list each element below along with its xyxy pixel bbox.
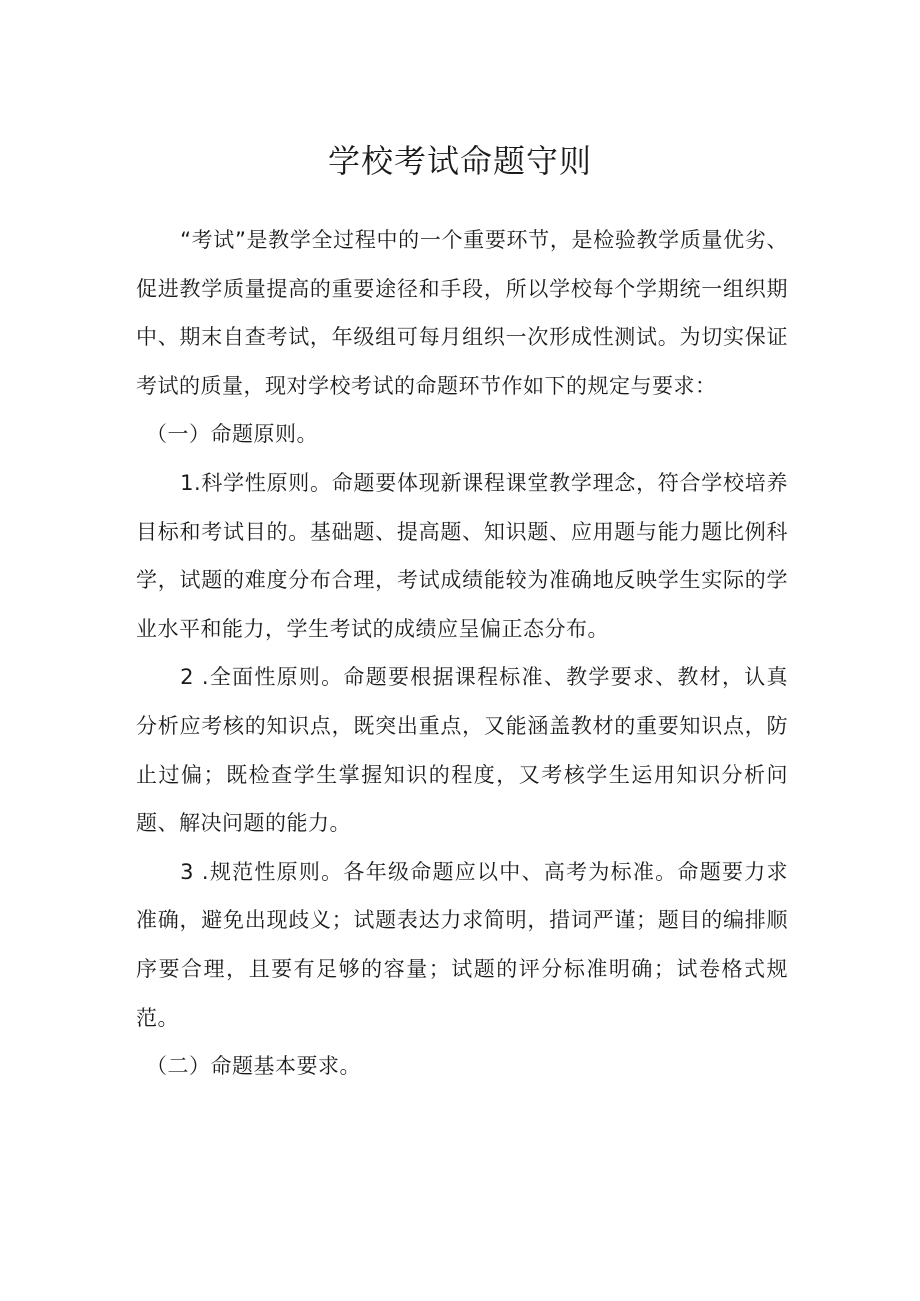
document-body bbox=[136, 216, 788, 1091]
section-heading-principles: （一）命题原则。 bbox=[146, 422, 318, 447]
document-title: 学校考试命题守则 bbox=[327, 142, 592, 180]
intro-paragraph: “考试”是教学全过程中的一个重要环节，是检验教学质量优劣、促进教学质量提高的重要途径和手段，所以学校每个学期统一组织期中、期末自查考试，年级组可每月组织一次形成性测试。为切实保证考试的质量，现对学校考试的命题环节作如下的规定与要求： bbox=[136, 228, 788, 398]
principle-comprehensive: 2 .全面性原则。命题要根据课程标准、教学要求、教材，认真分析应考核的知识点，既突出重点，又能涵盖教材的重要知识点，防止过偏；既检查学生掌握知识的程度，又考核学生运用知识分析问题、解决问题的能力。 bbox=[136, 665, 788, 836]
principle-scientific: 1.科学性原则。命题要体现新课程课堂教学理念，符合学校培养目标和考试目的。基础题、提高题、知识题、应用题与能力题比例科学，试题的难度分布合理，考试成绩能较为准确地反映学生实际的学业水平和能力，学生考试的成绩应呈偏正态分布。 bbox=[136, 470, 788, 641]
principle-standardized: 3 .规范性原则。各年级命题应以中、高考为标准。命题要力求准确，避免出现歧义；试题表达力求简明，措词严谨；题目的编排顺序要合理，且要有足够的容量；试题的评分标准明确；试卷格式规范。 bbox=[136, 859, 788, 1030]
section-heading-requirements: （二）命题基本要求。 bbox=[146, 1054, 361, 1079]
